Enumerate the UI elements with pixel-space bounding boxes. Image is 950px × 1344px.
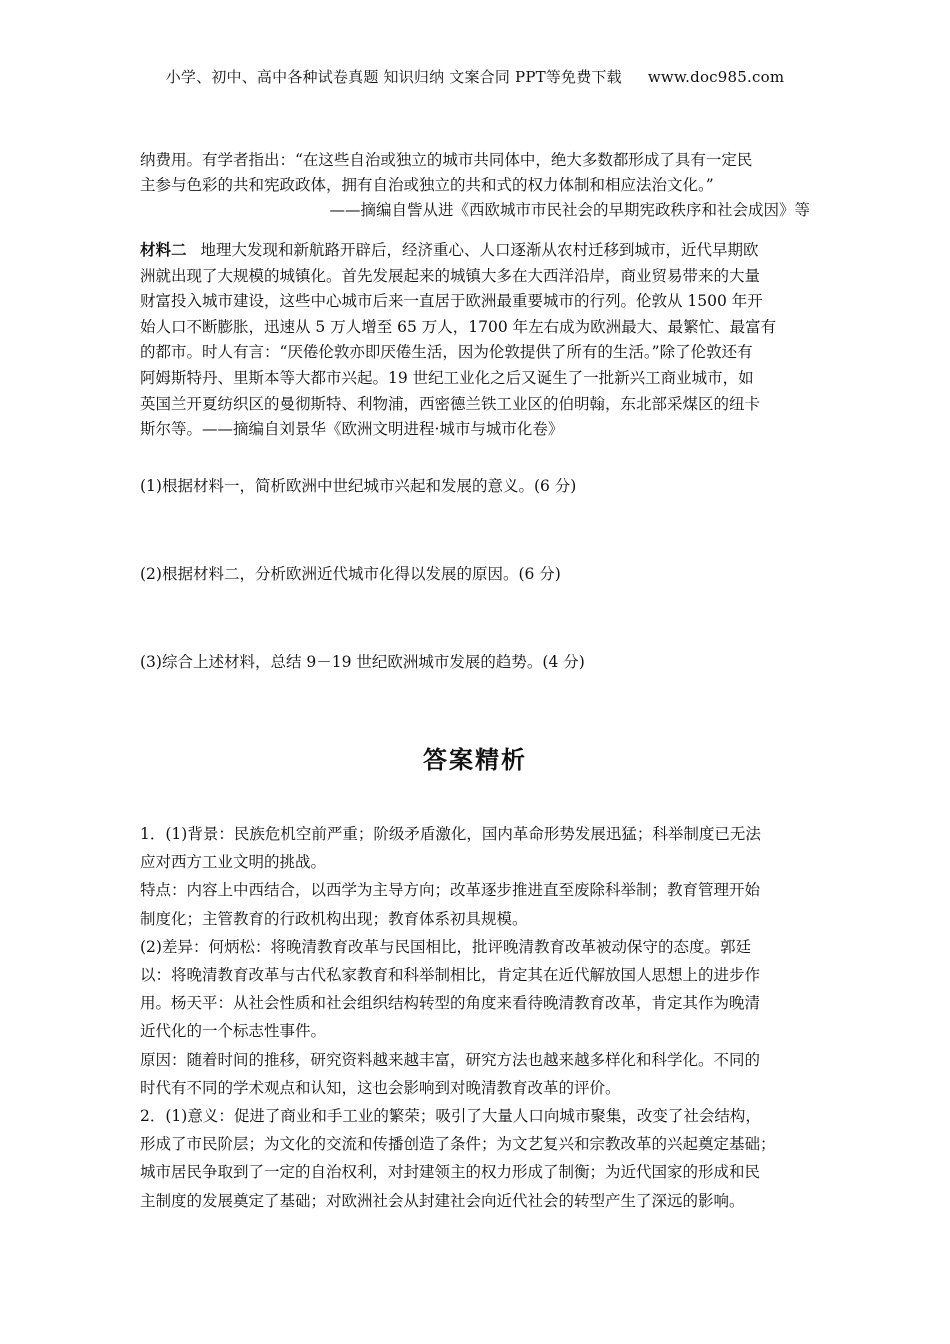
material-two-label: 材料二: [140, 240, 187, 259]
answer-line: 以：将晚清教育改革与古代私家教育和科举制相比，肯定其在近代解放国人思想上的进步作: [140, 966, 761, 985]
question-3: (3)综合上述材料，总结 9－19 世纪欧洲城市发展的趋势。(4 分): [140, 653, 585, 671]
material-line: 英国兰开夏纺织区的曼彻斯特、利物浦，西密德兰铁工业区的伯明翰，东北部采煤区的纽卡: [140, 394, 761, 413]
answer-line: 应对西方工业文明的挑战。: [140, 853, 327, 872]
answer-line: 近代化的一个标志性事件。: [140, 1022, 327, 1041]
answer-line: (2)差异：何炳松：将晚清教育改革与民国相比，批评晚清教育改革被动保守的态度。郭廷: [140, 937, 751, 956]
material-line: 财富投入城市建设，这些中心城市后来一直居于欧洲最重要城市的行列。伦敦从 1500 年开: [140, 292, 763, 311]
question-2: (2)根据材料二，分析欧洲近代城市化得以发展的原因。(6 分): [140, 565, 561, 583]
question-1: (1)根据材料一，简析欧洲中世纪城市兴起和发展的意义。(6 分): [140, 477, 577, 495]
material-line: 纳费用。有学者指出：“在这些自治或独立的城市共同体中，绝大多数都形成了具有一定民: [140, 151, 753, 169]
material-one-tail: [140, 148, 812, 223]
header-url[interactable]: www.doc985.com: [647, 68, 785, 86]
answer-line: 时代有不同的学术观点和认知，这也会影响到对晚清教育改革的评价。: [140, 1078, 621, 1097]
answer-body: [140, 820, 812, 1215]
material-line: 洲就出现了大规模的城镇化。首先发展起来的城镇大多在大西洋沿岸，商业贸易带来的大量: [140, 266, 761, 285]
answer-line: 城市居民争取到了一定的自治权利，对封建领主的权力形成了制衡；为近代国家的形成和民: [140, 1163, 761, 1182]
answer-line: 1．(1)背景：民族危机空前严重；阶级矛盾激化，国内革命形势发展迅猛；科举制度已无法: [140, 825, 761, 843]
answer-line: 用。杨天平：从社会性质和社会组织结构转型的角度来看待晚清教育改革，肯定其作为晚清: [140, 994, 761, 1013]
answer-line: 特点：内容上中西结合，以西学为主导方向；改革逐步推进直至废除科举制；教育管理开始: [140, 881, 761, 900]
material-two: [140, 237, 812, 443]
answer-line: 2．(1)意义：促进了商业和手工业的繁荣；吸引了大量人口向城市聚集，改变了社会结构，: [140, 1107, 761, 1126]
answer-line: 形成了市民阶层；为文化的交流和传播创造了条件；为文艺复兴和宗教改革的兴起奠定基础；: [140, 1135, 776, 1154]
answer-line: 主制度的发展奠定了基础；对欧洲社会从封建社会向近代社会的转型产生了深远的影响。: [140, 1191, 745, 1210]
header-text: 小学、初中、高中各种试卷真题 知识归纳 文案合同 PPT等免费下载: [165, 68, 622, 86]
answer-line: 制度化；主管教育的行政机构出现；教育体系初具规模。: [140, 909, 528, 928]
material-line: 的都市。时人有言：“厌倦伦敦亦即厌倦生活，因为伦敦提供了所有的生活。”除了伦敦还有: [140, 343, 753, 362]
material-line: 始人口不断膨胀，迅速从 5 万人增至 65 万人，1700 年左右成为欧洲最大、最繁忙、最富有: [140, 317, 777, 336]
material-one-source: ——摘编自訾从进《西欧城市市民社会的早期宪政秩序和社会成因》等: [329, 201, 810, 219]
answer-section-title: 答案精析: [423, 746, 527, 774]
answer-line: 原因：随着时间的推移，研究资料越来越丰富，研究方法也越来越多样化和科学化。不同的: [140, 1050, 761, 1069]
material-line: 斯尔等。——摘编自刘景华《欧洲文明进程·城市与城市化卷》: [140, 420, 564, 439]
material-line: 阿姆斯特丹、里斯本等大都市兴起。19 世纪工业化之后又诞生了一批新兴工商业城市，如: [140, 368, 754, 387]
page-header: [0, 66, 950, 87]
material-line: 主参与色彩的共和宪政政体，拥有自治或独立的共和式的权力体制和相应法治文化。”: [140, 176, 714, 194]
material-line: 地理大发现和新航路开辟后，经济重心、人口逐渐从农村迁移到城市，近代早期欧: [200, 241, 759, 259]
